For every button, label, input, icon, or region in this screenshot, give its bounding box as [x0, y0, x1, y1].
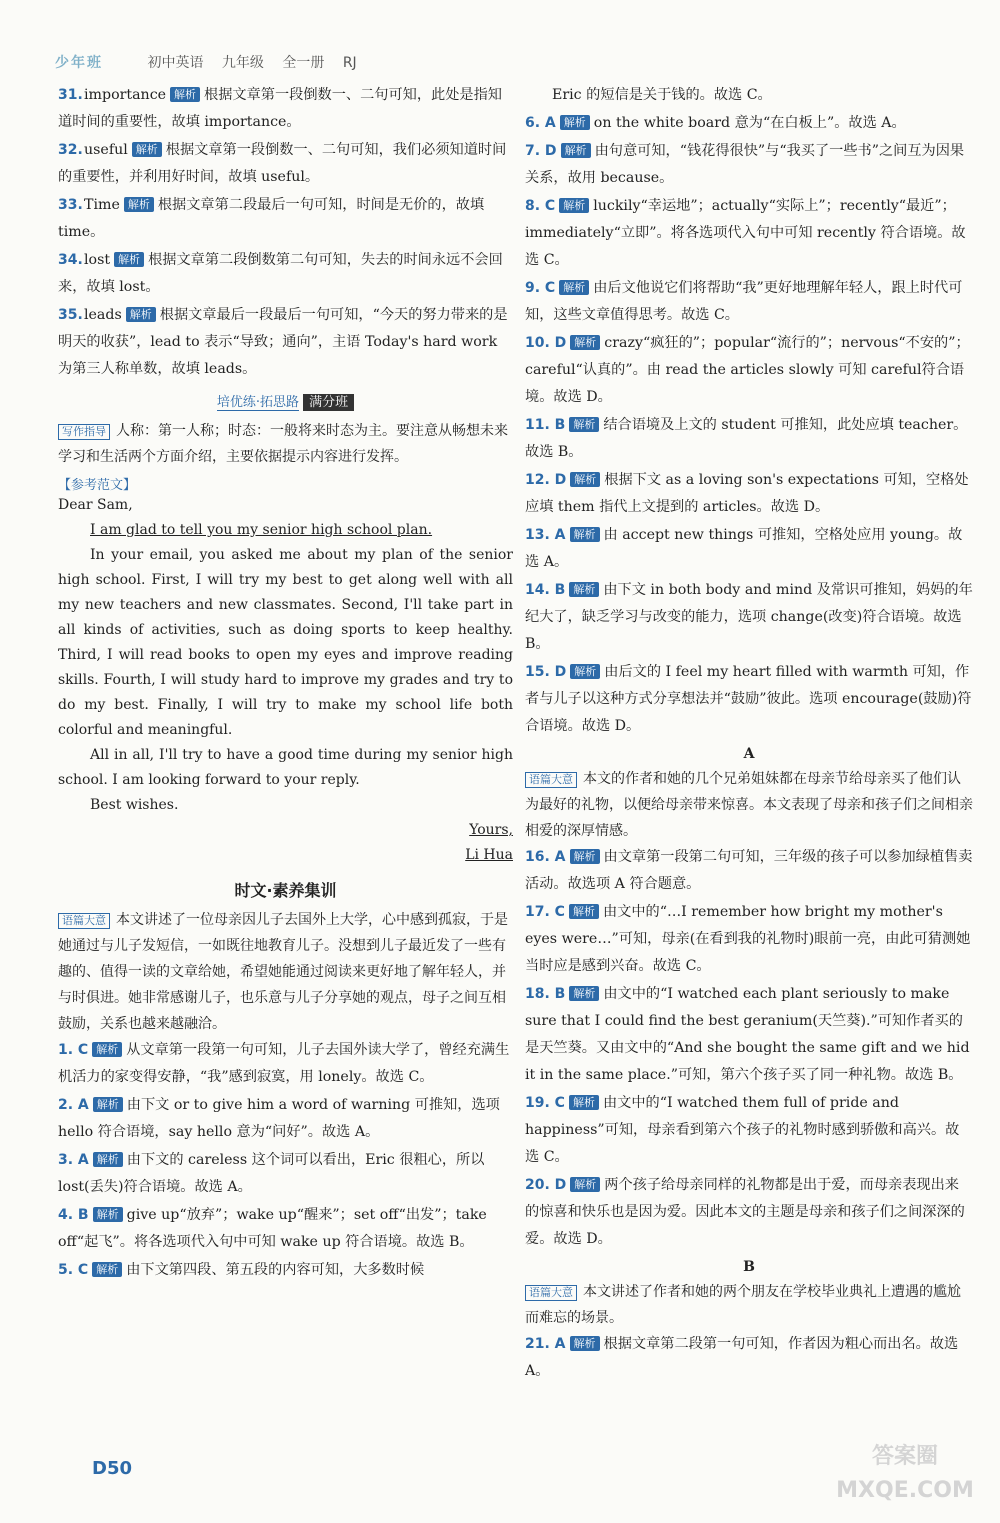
- answer-item: [525, 330, 973, 411]
- answer-number: 6. A: [525, 115, 556, 131]
- analysis-text: 根据文章第一段倒数一、二句可知，此处是指知道时间的重要性，故填 importance。: [58, 87, 502, 130]
- answer-number: 7. D: [525, 143, 557, 159]
- passage-letter-b: B: [743, 1259, 755, 1275]
- answer-word: leads: [84, 307, 122, 323]
- answer-number: 35.: [58, 307, 83, 323]
- analysis-text: 结合语境及上文的 student 可推知，此处应填 teacher。故选 B。: [525, 417, 968, 460]
- answer-item: [525, 844, 973, 898]
- writing-hint-tag: 写作指导: [58, 424, 110, 440]
- page-header: [55, 52, 515, 74]
- answer-list-16-20: [525, 844, 973, 1253]
- analysis-tag: 解析: [559, 280, 589, 295]
- analysis-text: 从文章第一段第一句可知，儿子去国外读大学了，曾经充满生机活力的家变得安静，“我”感到寂寞，用 lonely。故选 C。: [58, 1042, 510, 1085]
- answer-word: Time: [84, 197, 120, 213]
- answer-list-21: [525, 1331, 973, 1385]
- answer-item: [525, 522, 973, 576]
- analysis-tag: 解析: [93, 1097, 123, 1112]
- analysis-tag: 解析: [569, 904, 599, 919]
- answer-item: [525, 899, 973, 980]
- answer-word: lost: [84, 252, 111, 268]
- analysis-text: 由文中的“I watched each plant seriously to make sure that I could find the best geranium(天竺葵).”可知作者买的是天竺葵。又由文中的“And she bought the same gift and we hid it in the same place.”可知，第六个孩子买了同一种礼物。故选 B。: [525, 986, 970, 1083]
- answer-item: [525, 1172, 973, 1253]
- analysis-tag: 解析: [561, 143, 591, 158]
- answer-item: [58, 137, 513, 191]
- answer-item: [525, 275, 973, 329]
- essay-salutation: Dear Sam,: [58, 497, 133, 513]
- analysis-tag: 解析: [569, 417, 599, 432]
- model-essay: [58, 493, 513, 868]
- answer-word: importance: [84, 87, 167, 103]
- answer-item: [525, 1090, 973, 1171]
- analysis-text: 由下文 or to give him a word of warning 可推知，选项 hello 符合语境，say hello 意为“问好”。故选 A。: [58, 1097, 500, 1140]
- left-column: [58, 82, 513, 1285]
- answer-item: [525, 659, 973, 740]
- answer-number: 9. C: [525, 280, 556, 296]
- essay-sign-yours: Yours,: [469, 822, 513, 838]
- answer-item: [58, 1092, 513, 1146]
- analysis-text: 由下文的 careless 这个词可以看出，Eric 很粗心，所以 lost(丢失)符合语境。故选 A。: [58, 1152, 485, 1195]
- analysis-tag: 解析: [570, 472, 600, 487]
- answer-number: 33.: [58, 197, 83, 213]
- brand-logo: 少年班: [55, 55, 103, 71]
- answer-number: 15. D: [525, 664, 567, 680]
- analysis-tag: 解析: [569, 1095, 599, 1110]
- answer-number: 13. A: [525, 527, 566, 543]
- edition-label: RJ: [342, 55, 357, 71]
- answer-item: [58, 82, 513, 136]
- analysis-tag: 解析: [570, 527, 600, 542]
- banner-label: 培优练·拓思路: [216, 395, 300, 410]
- answer-number: 3. A: [58, 1152, 89, 1168]
- writing-hint: [58, 418, 513, 470]
- answer-item: [525, 981, 973, 1089]
- analysis-tag: 解析: [569, 986, 599, 1001]
- answer-item: [58, 192, 513, 246]
- analysis-text: 由文章第一段第二句可知，三年级的孩子可以参加绿植售卖活动。故选项 A 符合题意。: [525, 849, 973, 892]
- subject-label: 初中英语: [147, 55, 204, 71]
- analysis-tag: 解析: [570, 849, 600, 864]
- essay-title: I am glad to tell you my senior high school plan.: [90, 522, 433, 538]
- answer-item: [58, 1147, 513, 1201]
- analysis-text: give up“放弃”；wake up“醒来”；set off“出发”；take off“起飞”。将各选项代入句中可知 wake up 符合语境。故选 B。: [58, 1207, 487, 1250]
- analysis-text: 根据文章第二段第一句可知，作者因为粗心而出名。故选 A。: [525, 1336, 959, 1379]
- analysis-text: 由 accept new things 可推知，空格处应用 young。故选 A。: [525, 527, 963, 570]
- answer-item: [58, 1257, 513, 1284]
- analysis-text: 由文中的“…I remember how bright my mother's eyes were…”可知，母亲(在看到我的礼物时)眼前一亮，由此可猜测她当时应是感到兴奋。故选 C。: [525, 904, 971, 974]
- analysis-text: 根据文章第二段最后一句可知，时间是无价的，故填 time。: [58, 197, 485, 240]
- analysis-tag: 解析: [570, 335, 600, 350]
- answer-item: [525, 1331, 973, 1385]
- reference-label: 【参考范文】: [58, 478, 137, 493]
- answer-item: [525, 193, 973, 274]
- answer-list-31-35: [58, 82, 513, 383]
- answer-number: 2. A: [58, 1097, 89, 1113]
- essay-paragraph: All in all, I'll try to have a good time during my senior high school. I am looking forward to your reply.: [58, 747, 513, 788]
- answer-number: 21. A: [525, 1336, 566, 1352]
- answer-item: [525, 577, 973, 658]
- analysis-text: crazy“疯狂的”；popular“流行的”；nervous“不安的”；careful“认真的”。由 read the articles slowly 可知 careful符合语境。故选 D。: [525, 335, 970, 405]
- summary-a: [525, 766, 973, 844]
- volume-label: 全一册: [282, 55, 325, 71]
- answer-word: useful: [84, 142, 128, 158]
- summary-main: [58, 907, 513, 1037]
- analysis-tag: 解析: [170, 87, 200, 102]
- section-title: 时文·素养集训: [234, 881, 337, 900]
- analysis-text: 根据下文 as a loving son's expectations 可知，空格处应填 them 指代上文提到的 articles。故选 D。: [525, 472, 969, 515]
- analysis-text: on the white board 意为“在白板上”。故选 A。: [593, 115, 906, 131]
- answer-item: [525, 412, 973, 466]
- answer-number: 14. B: [525, 582, 566, 598]
- answer-number: 4. B: [58, 1207, 89, 1223]
- analysis-tag: 解析: [92, 1262, 122, 1277]
- answer-number: 1. C: [58, 1042, 89, 1058]
- analysis-text: 由文中的“I watched them full of pride and happiness”可知，母亲看到第六个孩子的礼物时感到骄傲和高兴。故选 C。: [525, 1095, 960, 1165]
- analysis-text: 由后文的 I feel my heart filled with warmth 可知，作者与儿子以这种方式分享想法并“鼓励”彼此。选项 encourage(鼓励)符合语境。故选 D。: [525, 664, 972, 734]
- answer-list-6-15: [525, 110, 973, 740]
- right-column: [525, 82, 973, 1386]
- passage-letter-a: A: [743, 746, 755, 762]
- analysis-tag: 解析: [569, 582, 599, 597]
- summary-main-text: 本文讲述了一位母亲因儿子去国外上大学，心中感到孤寂，于是她通过与儿子发短信，一如既往地教育儿子。没想到儿子最近发了一些有趣的、值得一读的文章给她，希望她能通过阅读来更好地了解年轻人，并与时俱进。她非常感谢儿子，也乐意与儿子分享她的观点，母子之间互相鼓励，关系也越来越融洽。: [58, 912, 508, 1032]
- answer-number: 20. D: [525, 1177, 567, 1193]
- answer-number: 10. D: [525, 335, 567, 351]
- essay-closing: Best wishes.: [90, 797, 179, 813]
- summary-b: [525, 1279, 973, 1331]
- analysis-tag: 解析: [570, 1336, 600, 1351]
- answer-item: [525, 138, 973, 192]
- analysis-tag: 解析: [124, 197, 154, 212]
- answer-number: 5. C: [58, 1262, 89, 1278]
- summary-a-text: 本文的作者和她的几个兄弟姐妹都在母亲节给母亲买了他们认为最好的礼物，以便给母亲带来惊喜。本文表现了母亲和孩子们之间相亲相爱的深厚情感。: [525, 771, 973, 839]
- answer-item: [58, 1037, 513, 1091]
- banner-box: 满分班: [303, 394, 354, 411]
- writing-hint-text: 人称：第一人称；时态：一般将来时态为主。要注意从畅想未来学习和生活两个方面介绍，主要依据提示内容进行发挥。: [58, 423, 508, 465]
- analysis-tag: 解析: [114, 252, 144, 267]
- answer-number: 17. C: [525, 904, 565, 920]
- watermark-logo: 答案圈 MXQE.COM: [836, 1444, 974, 1503]
- analysis-text: 根据文章第二段倒数第二句可知，失去的时间永远不会回来，故填 lost。: [58, 252, 503, 295]
- answer-number: 31.: [58, 87, 83, 103]
- answer-number: 11. B: [525, 417, 566, 433]
- analysis-tag: 解析: [570, 1177, 600, 1192]
- answer-number: 8. C: [525, 198, 556, 214]
- answer-item: [58, 1202, 513, 1256]
- analysis-tag: 解析: [92, 1042, 122, 1057]
- page-number: D50: [92, 1458, 132, 1479]
- answer-number: 34.: [58, 252, 83, 268]
- analysis-tag: 解析: [93, 1152, 123, 1167]
- analysis-text: 由后文他说它们将帮助“我”更好地理解年轻人，跟上时代可知，这些文章值得思考。故选 C。: [525, 280, 963, 323]
- summary-tag: 语篇大意: [525, 1285, 577, 1301]
- answer-number: 32.: [58, 142, 83, 158]
- answer-item: [525, 467, 973, 521]
- analysis-text: 由句意可知，“钱花得很快”与“我买了一些书”之间互为因果关系，故用 because。: [525, 143, 965, 186]
- section-banner: [58, 391, 513, 410]
- answer-number: 12. D: [525, 472, 567, 488]
- answer-number: 18. B: [525, 986, 566, 1002]
- answer-item: [58, 302, 513, 383]
- analysis-tag: 解析: [570, 664, 600, 679]
- analysis-tag: 解析: [132, 142, 162, 157]
- analysis-text: 根据文章第一段倒数一、二句可知，我们必须知道时间的重要性，并利用好时间，故填 useful。: [58, 142, 507, 185]
- answer-list-1-5: [58, 1037, 513, 1284]
- answer-item: [525, 110, 973, 137]
- essay-paragraph: In your email, you asked me about my plan of the senior high school. First, I will try my best to get along well with all my new teachers and new classmates. Second, I'll take part in all kinds of activities, such as doing sports to keep healthy. Third, I will read books to open my eyes and improve reading skills. Fourth, I will study hard to improve my grades and try to do my best. Finally, I will try to make my school life both colorful and meaningful.: [58, 547, 513, 738]
- answer-item: [58, 247, 513, 301]
- essay-sign-name: Li Hua: [465, 847, 513, 863]
- analysis-tag: 解析: [560, 115, 590, 130]
- answer-number: 16. A: [525, 849, 566, 865]
- summary-tag: 语篇大意: [58, 913, 110, 929]
- grade-label: 九年级: [221, 55, 264, 71]
- analysis-text: luckily“幸运地”；actually“实际上”；recently“最近”；immediately“立即”。将各选项代入句中可知 recently 符合语境。故选 C。: [525, 198, 966, 268]
- analysis-tag: 解析: [93, 1207, 123, 1222]
- answer-number: 19. C: [525, 1095, 565, 1111]
- analysis-text: 根据文章最后一段最后一句可知，“今天的努力带来的是明天的收获”，lead to 表示“导致；通向”，主语 Today's hard work 为第三人称单数，故填 leads。: [58, 307, 508, 377]
- analysis-text: 由下文第四段、第五段的内容可知，大多数时候: [126, 1262, 425, 1278]
- summary-tag: 语篇大意: [525, 772, 577, 788]
- summary-b-text: 本文讲述了作者和她的两个朋友在学校毕业典礼上遭遇的尴尬而难忘的场景。: [525, 1284, 961, 1326]
- analysis-tag: 解析: [126, 307, 156, 322]
- continued-answer: Eric 的短信是关于钱的。故选 C。: [552, 87, 772, 103]
- analysis-tag: 解析: [559, 198, 589, 213]
- analysis-text: 两个孩子给母亲同样的礼物都是出于爱，而母亲表现出来的惊喜和快乐也是因为爱。因此本文的主题是母亲和孩子们之间深深的爱。故选 D。: [525, 1177, 965, 1247]
- analysis-text: 由下文 in both body and mind 及常识可推知，妈妈的年纪大了，缺乏学习与改变的能力，选项 change(改变)符合语境。故选 B。: [525, 582, 973, 652]
